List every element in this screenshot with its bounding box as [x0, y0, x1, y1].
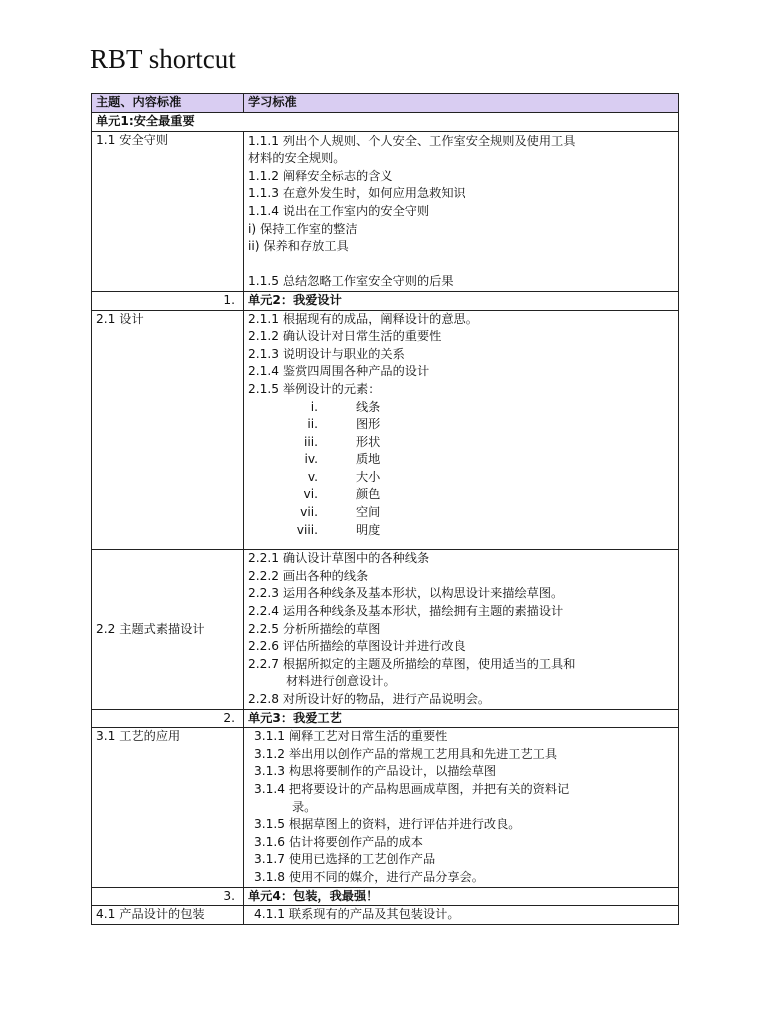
standard-line: 3.1.6 估计将要创作产品的成本: [254, 834, 423, 849]
standard-line: 4.1.1 联系现有的产品及其包装设计。: [254, 907, 460, 922]
standard-line: 2.2.2 画出各种的线条: [248, 568, 369, 583]
header-learning-standard: 学习标准: [244, 94, 679, 113]
unit-1-heading-row: [92, 113, 679, 132]
unit-4-topic: 4.1 产品设计的包装: [92, 906, 244, 925]
standard-line: 2.2.7 根据所拟定的主题及所描绘的草图，使用适当的工具和: [248, 656, 576, 671]
standard-line: 3.1.1 阐释工艺对日常生活的重要性: [254, 729, 448, 744]
unit-3-title: 单元3：我爱工艺: [244, 709, 679, 728]
design-element-item: vi. 颜色: [303, 487, 381, 502]
design-element-item: viii. 明度: [296, 522, 381, 537]
standard-line: 1.1.3 在意外发生时，如何应用急救知识: [248, 186, 466, 201]
unit-4-content-row: [92, 906, 679, 925]
standard-line: 3.1.4 把将要设计的产品构思画成草图，并把有关的资料记: [254, 781, 570, 796]
unit-3-standards: [244, 728, 679, 887]
header-topic-content-standard: 主题、内容标准: [92, 94, 244, 113]
unit-2-topic-2-row: [92, 550, 679, 709]
standard-line: 2.2.6 评估所描绘的草图设计并进行改良: [248, 639, 466, 654]
blank-line: [248, 256, 674, 274]
standard-line: 录。: [292, 799, 317, 814]
unit-1-content-row: [92, 131, 679, 291]
standard-line: 3.1.5 根据草图上的资料，进行评估并进行改良。: [254, 817, 521, 832]
unit-3-content-row: [92, 728, 679, 887]
unit-2-topic-1: 2.1 设计: [92, 310, 244, 550]
standard-line: 材料的安全规则。: [248, 151, 346, 166]
standard-line: ii) 保养和存放工具: [248, 239, 349, 254]
design-element-item: iii. 形状: [303, 434, 381, 449]
design-element-item: i. 线条: [310, 399, 381, 414]
standard-line: 1.1.4 说出在工作室内的安全守则: [248, 203, 430, 218]
standard-line: 3.1.2 举出用以创作产品的常规工艺用具和先进工艺工具: [254, 746, 558, 761]
standard-line: 2.2.1 确认设计草图中的各种线条: [248, 551, 430, 566]
design-element-item: vii. 空间: [300, 505, 381, 520]
standard-line: 2.1.1 根据现有的成品，阐释设计的意思。: [248, 311, 478, 326]
standard-line: 材料进行创意设计。: [286, 674, 396, 689]
standard-line: 2.1.5 举例设计的元素：: [248, 381, 381, 396]
unit-2-topic-2-standards: [244, 550, 679, 709]
document-title: RBT shortcut: [90, 44, 236, 74]
unit-2-number: 1.: [92, 291, 244, 310]
unit-4-standards: [244, 906, 679, 925]
unit-2-topic-2: 2.2 主题式素描设计: [92, 550, 244, 709]
standard-line: 3.1.7 使用已选择的工艺创作产品: [254, 852, 436, 867]
design-element-item: iv. 质地: [304, 452, 381, 467]
unit-4-number: 3.: [92, 887, 244, 906]
standard-line: 3.1.8 使用不同的媒介，进行产品分享会。: [254, 869, 484, 884]
unit-2-topic-1-row: [92, 310, 679, 550]
unit-1-title: 单元1:安全最重要: [92, 113, 679, 132]
unit-3-number: 2.: [92, 709, 244, 728]
design-element-item: ii. 图形: [307, 417, 381, 432]
unit-3-heading-row: [92, 709, 679, 728]
unit-2-heading-row: [92, 291, 679, 310]
standard-line: 2.2.3 运用各种线条及基本形状，以构思设计来描绘草图。: [248, 586, 564, 601]
standard-line: 2.2.8 对所设计好的物品，进行产品说明会。: [248, 692, 491, 706]
unit-4-heading-row: [92, 887, 679, 906]
standard-line: 2.1.2 确认设计对日常生活的重要性: [248, 329, 442, 344]
unit-1-topic: 1.1 安全守则: [92, 131, 244, 291]
design-element-item: v. 大小: [307, 469, 381, 484]
standard-line: i) 保持工作室的整洁: [248, 221, 358, 236]
standard-line: 1.1.1 列出个人规则、个人安全、工作室安全规则及使用工具: [248, 133, 576, 148]
unit-3-topic: 3.1 工艺的应用: [92, 728, 244, 887]
standard-line: 1.1.2 阐释安全标志的含义: [248, 168, 393, 183]
unit-2-title: 单元2：我爱设计: [244, 291, 679, 310]
standard-line: 1.1.5 总结忽略工作室安全守则的后果: [248, 274, 454, 289]
standard-line: 2.1.3 说明设计与职业的关系: [248, 346, 405, 361]
unit-1-standards: [244, 131, 679, 291]
table-header-row: [92, 94, 679, 113]
unit-2-topic-1-standards: [244, 310, 679, 550]
standards-table: [91, 93, 679, 925]
standard-line: 2.2.4 运用各种线条及基本形状，描绘拥有主题的素描设计: [248, 604, 564, 619]
standard-line: 3.1.3 构思将要制作的产品设计，以描绘草图: [254, 764, 497, 779]
unit-4-title: 单元4：包装，我最强！: [244, 887, 679, 906]
standard-line: 2.2.5 分析所描绘的草图: [248, 621, 381, 636]
standard-line: 2.1.4 鉴赏四周围各种产品的设计: [248, 364, 430, 379]
